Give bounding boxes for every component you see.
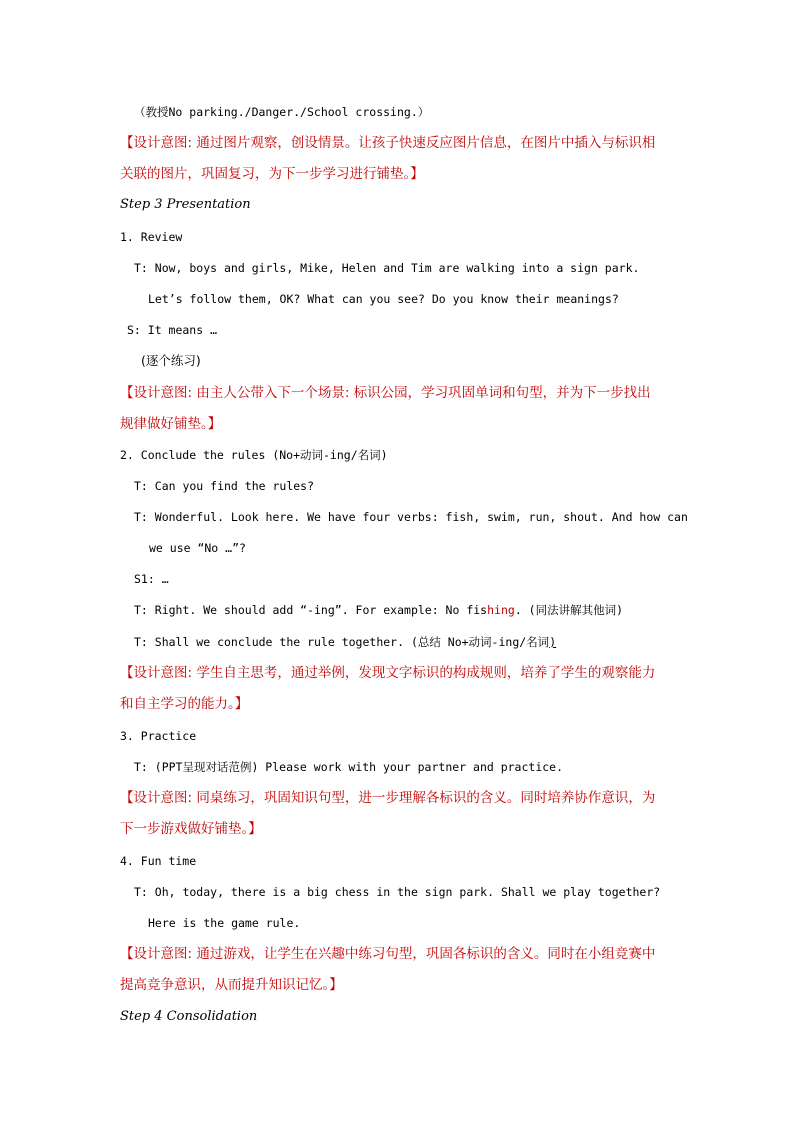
review-teacher-line-2: Let’s follow them, OK? What can you see? Do you know their meanings? [148, 292, 619, 306]
fun-teacher-line-1: T: Oh, today, there is a big chess in the sign park. Shall we play together? [134, 885, 661, 899]
fun-teacher-line-2: Here is the game rule. [148, 916, 301, 930]
review-note: (逐个练习) [141, 353, 201, 368]
rules-teacher-line-4 [134, 632, 556, 652]
highlighted-ing: hing [487, 603, 515, 617]
section-4-heading: 4. Fun time [120, 854, 197, 868]
practice-teacher-line: T: (PPT呈现对话范例) Please work with your partner and practice. [134, 760, 564, 774]
section-3-heading: 3. Practice [120, 729, 197, 743]
rules-teacher-line-1: T: Can you find the rules? [134, 479, 315, 493]
design-intent-4-line-2: 下一步游戏做好铺垫。】 [120, 821, 262, 837]
review-student-line: S: It means … [127, 323, 218, 337]
step-4-heading: Step 4 Consolidation [120, 1009, 258, 1024]
design-intent-3-line-1: 【设计意图: 学生自主思考，通过举例，发现文字标识的构成规则，培养了学生的观察能力 [120, 665, 656, 681]
rules-student-line: S1: … [134, 572, 169, 586]
step-3-heading: Step 3 Presentation [120, 197, 251, 212]
design-intent-1-line-2: 关联的图片，巩固复习，为下一步学习进行铺垫。】 [120, 166, 424, 182]
design-intent-3-line-2: 和自主学习的能力。】 [120, 696, 249, 712]
design-intent-2-line-1: 【设计意图: 由主人公带入下一个场景: 标识公园，学习巩固单词和句型，并为下一步找出 [120, 385, 651, 401]
rules-teacher-line-3-text-c: . (同法讲解其他词) [514, 603, 624, 617]
section-1-heading: 1. Review [120, 230, 183, 244]
rules-teacher-line-3 [134, 600, 623, 620]
section-2-heading: 2. Conclude the rules (No+动词-ing/名词) [120, 448, 388, 462]
rules-teacher-line-2-cont: we use “No …”? [149, 541, 246, 555]
design-intent-5-line-2: 提高竞争意识，从而提升知识记忆。】 [120, 977, 343, 993]
design-intent-5-line-1: 【设计意图: 通过游戏，让学生在兴趣中练习句型，巩固各标识的含义。同时在小组竞赛中 [120, 946, 656, 962]
review-teacher-line-1: T: Now, boys and girls, Mike, Helen and Tim are walking into a sign park. [134, 261, 640, 275]
design-intent-2-line-2: 规律做好铺垫。】 [120, 416, 222, 432]
design-intent-1-line-1: 【设计意图: 通过图片观察，创设情景。让孩子快速反应图片信息，在图片中插入与标识相 [120, 135, 656, 151]
rules-teacher-line-4-end: ) [549, 635, 557, 649]
rules-teacher-line-4-text: T: Shall we conclude the rule together. (总结 No+动词-ing/名词 [134, 635, 550, 649]
design-intent-4-line-1: 【设计意图: 同桌练习，巩固知识句型，进一步理解各标识的含义。同时培养协作意识，为 [120, 790, 656, 806]
teaching-note: （教授No parking./Danger./School crossing.） [134, 105, 430, 119]
rules-teacher-line-2: T: Wonderful. Look here. We have four verbs: fish, swim, run, shout. And how can [134, 510, 688, 524]
rules-teacher-line-3-text-a: T: Right. We should add “-ing”. For example: No fis [134, 603, 488, 617]
